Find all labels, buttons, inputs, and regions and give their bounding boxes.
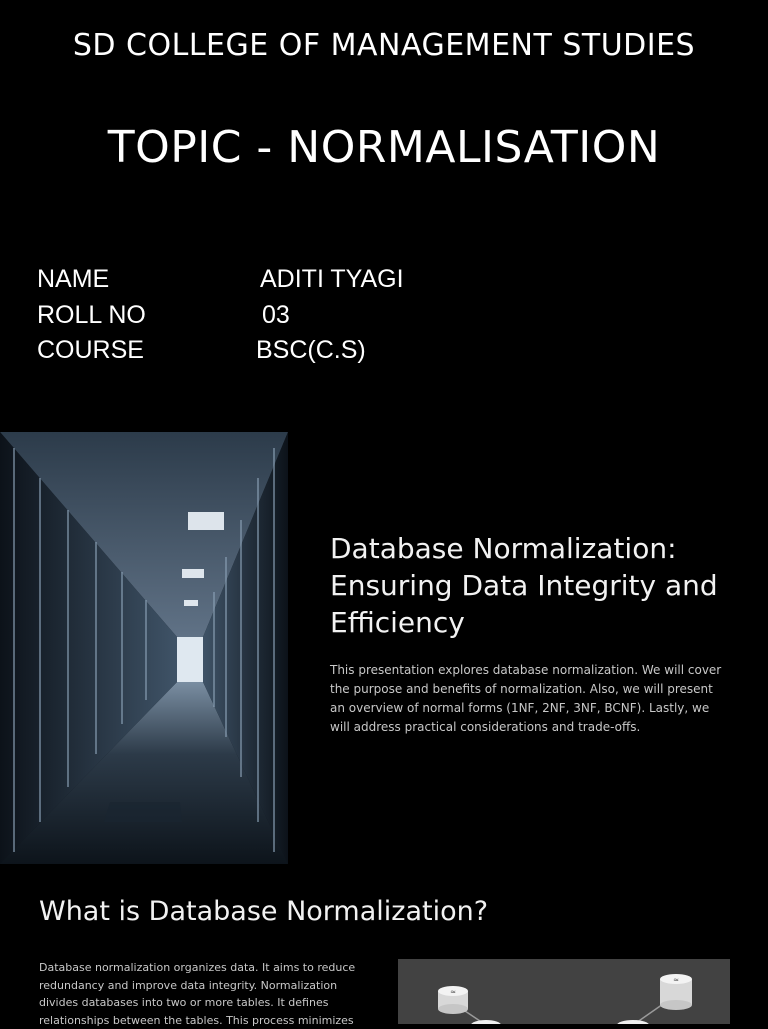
- server-room-illustration: [0, 432, 288, 864]
- info-label: NAME: [37, 265, 110, 293]
- database-cylinder-icon: [660, 974, 692, 1010]
- svg-text:≈: ≈: [673, 976, 679, 984]
- database-network-illustration: [398, 959, 730, 1024]
- topic-title: TOPIC - NORMALISATION: [107, 122, 661, 173]
- section-description: Database normalization organizes data. It aims to reduce redundancy and improve data integrity. Normalization divides databases into two or more tables. It defines relationships between the tables. This process minimizes: [39, 961, 356, 1027]
- info-label: ROLL NO: [37, 300, 146, 329]
- info-value: ADITI TYAGI: [260, 265, 404, 293]
- svg-text:≈: ≈: [450, 988, 456, 996]
- info-label: COURSE: [37, 336, 144, 364]
- info-value: BSC(C.S): [256, 336, 366, 364]
- info-value: 03: [262, 300, 290, 329]
- hero-title: Database Normalization: Ensuring Data Integrity and Efficiency: [330, 532, 718, 639]
- database-diagram-image: [398, 959, 730, 1024]
- database-cylinder-icon: [438, 986, 468, 1014]
- section-title: What is Database Normalization?: [39, 896, 489, 927]
- hero-description: This presentation explores database normalization. We will cover the purpose and benefits of normalization. Also, we will present an overview of normal forms (1NF, 2NF, 3NF, BCNF). Lastly, we will address practical considerations and trade-offs.: [330, 663, 722, 734]
- college-name: SD COLLEGE OF MANAGEMENT STUDIES: [72, 28, 696, 63]
- server-room-image: [0, 432, 288, 864]
